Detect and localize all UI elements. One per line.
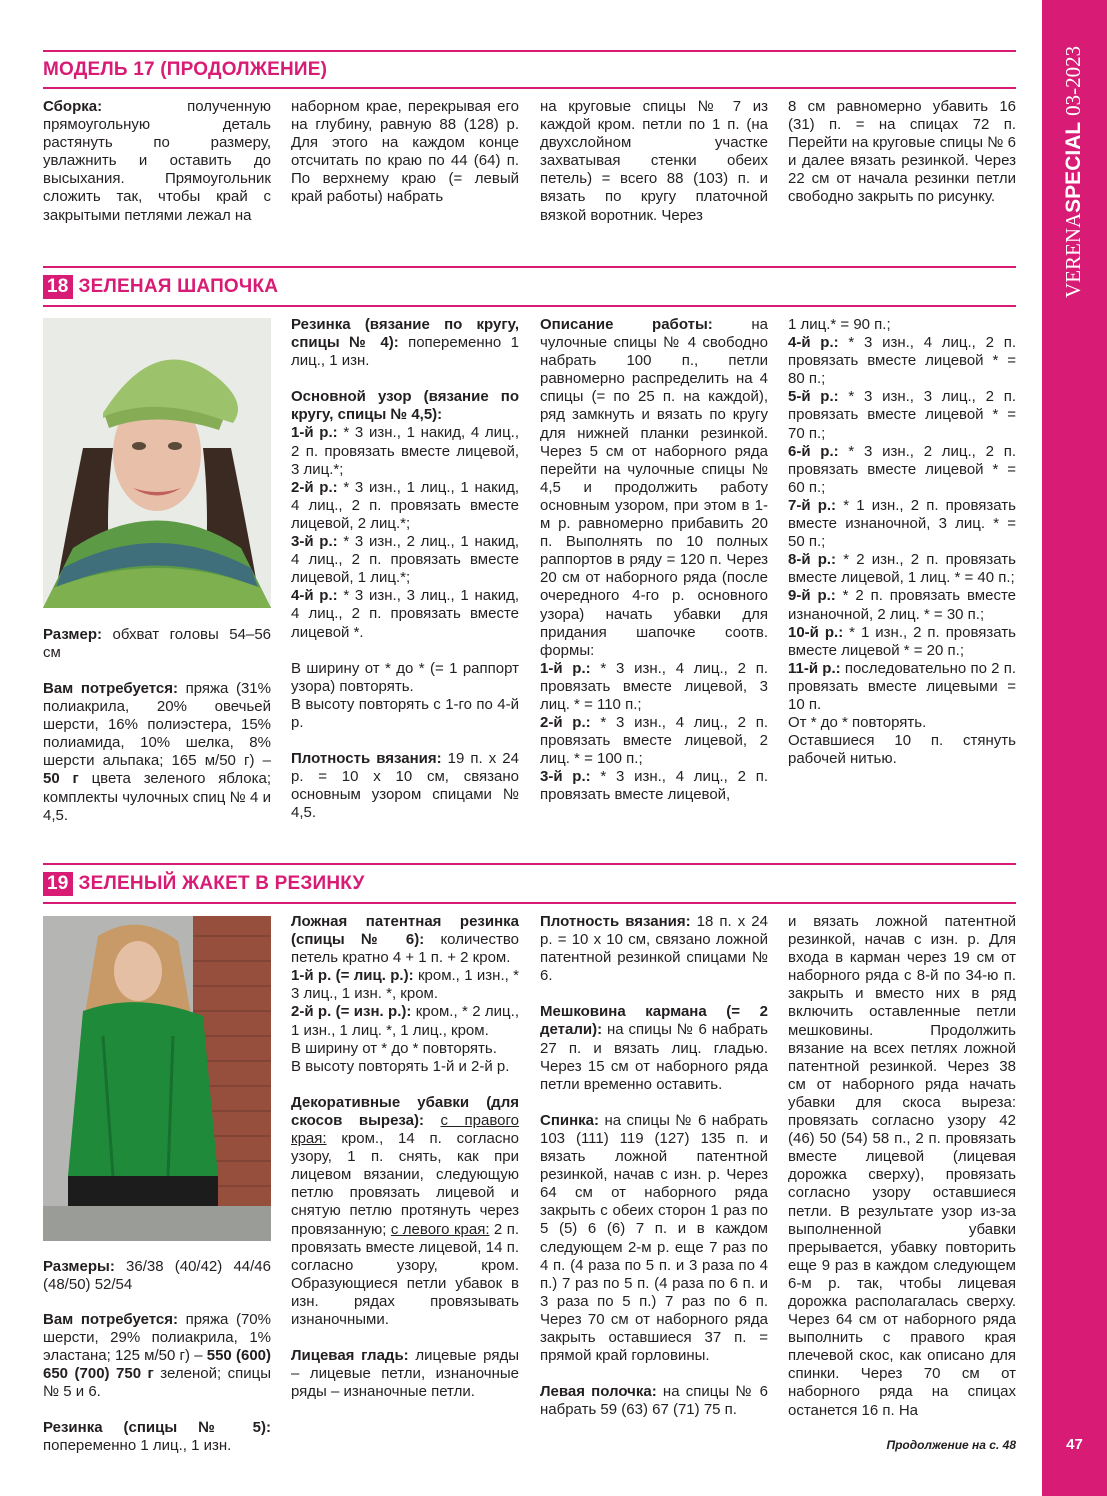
s18-gauge: Плотность вязания: 19 п. х 24 р. = 10 х 10 см, связано основным узором спицами № 4,5. <box>291 749 519 822</box>
s18-row: 1-й р.: * 3 изн., 4 лиц., 2 п. провязать вместе лицевой, 3 лиц. * = 110 п.; <box>540 659 768 713</box>
svg-text:VERENASPECIAL03-2023 <box>1061 46 1085 298</box>
section-rule <box>43 266 1016 268</box>
s19-sizes: Размеры: 36/38 (40/42) 44/46 (48/50) 52/54 <box>43 1258 271 1294</box>
s18-row: 11-й р.: последовательно по 2 п. провязать вместе лицевыми = 10 п. <box>788 659 1016 713</box>
section-rule <box>43 305 1016 307</box>
page-number: 47 <box>1066 1436 1083 1453</box>
s17-column-1: Сборка: полученную прямоугольную деталь растянуть по размеру, увлажнить и оставить до высыхания. Прямоугольник сложить так, чтобы край с закрытыми петлями лежал на <box>43 98 271 224</box>
s19-repeat-width: В ширину от * до * повторять. <box>291 1039 497 1057</box>
s19-repeat-height: В высоту повторять 1-й и 2-й р. <box>291 1057 510 1075</box>
s18-column-4 <box>788 316 1016 768</box>
brand-special: SPECIAL <box>1062 121 1085 213</box>
s18-row: 6-й р.: * 3 изн., 2 лиц., 2 п. провязать вместе лицевой * = 60 п.; <box>788 442 1016 496</box>
s19-left-front: Левая полочка: на спицы № 6 набрать 59 (63) 67 (71) 75 п. <box>540 1383 768 1419</box>
s18-row: 9-й р.: * 2 п. провязать вместе изнаночной, 2 лиц. * = 30 п.; <box>788 587 1016 623</box>
s18-row: 4-й р.: * 3 изн., 4 лиц., 2 п. провязать вместе лицевой * = 80 п.; <box>788 334 1016 388</box>
s18-repeat-height: В высоту повторять с 1-го по 4-й р. <box>291 695 519 731</box>
s19-stockinette: Лицевая гладь: лицевые ряды – лицевые петли, изнаночные ряды – изнаночные петли. <box>291 1347 520 1401</box>
s18-rib: Резинка (вязание по кругу, спицы № 4): попеременно 1 лиц., 1 изн. <box>291 316 519 370</box>
s18-size: Размер: обхват головы 54–56 см <box>43 626 271 662</box>
s18-row: 2-й р.: * 3 изн., 4 лиц., 2 п. провязать вместе лицевой, 2 лиц. * = 100 п.; <box>540 714 768 768</box>
brand-name: VERENA <box>1061 212 1085 298</box>
s19-column-2 <box>291 913 519 1401</box>
section-rule <box>43 50 1016 52</box>
s19-row: 2-й р. (= изн. р.): кром., * 2 лиц., 1 изн., 1 лиц. *, 1 лиц., кром. <box>291 1003 519 1039</box>
s18-materials: Вам потребуется: пряжа (31% полиакрила, 20% овечьей шерсти, 16% полиэстера, 15% полиамида, 10% шелка, 8% шерсти альпака; 165 м/50 г) – 50 г цвета зеленого яблока; комплекты чулочных спиц № 4 и 4,5. <box>43 680 271 824</box>
s18-row: 3-й р.: * 3 изн., 2 лиц., 1 накид, 4 лиц., 2 п. провязать вместе лицевой, 1 лиц.*; <box>291 533 519 587</box>
s19-materials: Вам потребуется: пряжа (70% шерсти, 29% полиакрила, 1% эластана; 125 м/50 г) – 550 (600) 650 (700) 750 г зеленой; спицы № 5 и 6. <box>43 1311 271 1401</box>
section-rule <box>43 863 1016 865</box>
s19-patent-rib: Ложная патентная резинка (спицы № 6): количество петель кратно 4 + 1 п. + 2 кром. <box>291 913 519 967</box>
section-rule <box>43 87 1016 89</box>
magazine-brand <box>1052 40 1092 300</box>
s19-rib: Резинка (спицы № 5): попеременно 1 лиц., 1 изн. <box>43 1419 271 1455</box>
section-rule <box>43 902 1016 904</box>
s19-row: 1-й р. (= лиц. р.): кром., 1 изн., * 3 лиц., 1 изн. *, кром. <box>291 967 519 1003</box>
s18-repeat-width: В ширину от * до * (= 1 раппорт узора) повторять. <box>291 659 519 695</box>
s18-row: 1 лиц.* = 90 п.; <box>788 316 891 333</box>
section-19-title: 19 ЗЕЛЕНЫЙ ЖАКЕТ В РЕЗИНКУ <box>43 872 365 896</box>
green-cardigan-photo <box>43 916 271 1241</box>
issue-number: 03-2023 <box>1061 45 1085 116</box>
s18-row: 10-й р.: * 1 изн., 2 п. провязать вместе лицевой * = 20 п.; <box>788 623 1016 659</box>
s18-row: 8-й р.: * 2 изн., 2 п. провязать вместе лицевой, 1 лиц. * = 40 п.; <box>788 551 1016 587</box>
s18-row: 7-й р.: * 1 изн., 2 п. провязать вместе изнаночной, 3 лиц. * = 50 п.; <box>788 496 1016 551</box>
section-18-title: 18 ЗЕЛЕНАЯ ШАПОЧКА <box>43 275 278 299</box>
s18-row: 4-й р.: * 3 изн., 3 лиц., 1 накид, 4 лиц., 2 п. провязать вместе лицевой *. <box>291 587 519 641</box>
s18-finish: Оставшиеся 10 п. стянуть рабочей нитью. <box>788 732 1016 768</box>
s19-pocket: Мешковина кармана (= 2 детали): на спицы № 6 набрать 27 п. и вязать лиц. гладью. Через 15 см от наборного ряда петли временно оставить. <box>540 1003 768 1093</box>
s17-column-3: на круговые спицы № 7 из каждой кром. петли по 1 п. (на двухслойном участке захватывая стенки обеих петель) = всего 88 (103) п. и вязать по кругу платочной вязкой воротник. Через <box>540 98 768 224</box>
section-17-title: МОДЕЛЬ 17 (ПРОДОЛЖЕНИЕ) <box>43 59 328 80</box>
s17-column-4: 8 см равномерно убавить 16 (31) п. = на спицах 72 п. Перейти на круговые спицы № 6 и далее вязать резинкой. Через 22 см от начала резинки петли свободно закрыть по рисунку. <box>788 98 1016 206</box>
s19-column-4: и вязать ложной патентной резинкой, начав с изн. р. Для входа в карман через 19 см от наборного ряда с 8-й по 34-ю п. закрыть и вместо них в ряд включить оставленные петли мешковины. Продолжить вязание на всех петлях ложной патентной резинкой. Через 38 см от наборного ряда начать убавки для скоса выреза: провязать согласно узору 42 (46) 50 (54) 58 п., 2 п. провязать вместе лицевой (лицевая дорожка сверху), провязать согласно узору оставшиеся петли. В результате узор из-за выполненной убавки прерывается, убавку повторить еще 9 раз в каждом следующем 6-м р. так, чтобы лицевая дорожка располагалась сверху. Через 64 см от наборного ряда выполнить с правого края плечевой скос, как описано для спинки. Через 70 см от наборного ряда на спицах останется 16 п. На <box>788 913 1016 1419</box>
s19-column-3 <box>540 913 768 1419</box>
s19-decorative-decreases: Декоративные убавки (для скосов выреза): с правого края: кром., 14 п. согласно узору, 1 п. снять, как при лицевом вязании, следующую петлю провязать лицевой и снятую петлю протянуть через провязанную; с левого края: 2 п. провязать вместе лицевой, 14 п. согласно узору, кром. Образующиеся петли убавок в изн. рядах провязывать изнаночными. <box>291 1093 519 1328</box>
s18-row: 3-й р.: * 3 изн., 4 лиц., 2 п. провязать вместе лицевой, <box>540 768 768 804</box>
s18-row: 5-й р.: * 3 изн., 3 лиц., 2 п. провязать вместе лицевой * = 70 п.; <box>788 388 1016 442</box>
s18-row: 2-й р.: * 3 изн., 1 лиц., 1 накид, 4 лиц., 2 п. провязать вместе лицевой, 2 лиц.*; <box>291 478 519 532</box>
s18-description: Описание работы: на чулочные спицы № 4 свободно набрать 100 п., петли равномерно распределить на 4 спицы (= по 25 п. на каждой), ряд замкнуть и вязать по кругу для нижней планки резинкой. Через 5 см от наборного ряда перейти на чулочные спицы № 4,5 и продолжить работу основным узором, при этом в 1-м р. равномерно прибавить 20 п. Выполнять по 10 полных раппортов в ряду = 120 п. Через 20 см от наборного ряда (после очередного 4-го р. основного узора) начать убавки для придания шапочке соотв. формы: <box>540 316 768 659</box>
s18-pattern-heading: Основной узор (вязание по кругу, спицы № 4,5): <box>291 388 519 424</box>
green-hat-photo <box>43 318 271 608</box>
s18-repeat: От * до * повторять. <box>788 714 927 732</box>
s18-row: 1-й р.: * 3 изн., 1 накид, 4 лиц., 2 п. провязать вместе лицевой, 3 лиц.*; <box>291 424 519 478</box>
continued-note: Продолжение на с. 48 <box>886 1438 1016 1452</box>
s17-column-2: наборном крае, перекрывая его на глубину, равную 88 (128) р. Для этого на каждом конце отсчитать по краю по 44 (64) п. По верхнему краю (= левый край работы) набрать <box>291 98 519 206</box>
s18-column-3 <box>540 316 768 805</box>
s19-gauge: Плотность вязания: 18 п. х 24 р. = 10 х 10 см, связано ложной патентной резинкой спицами № 6. <box>540 913 768 985</box>
s18-column-2 <box>291 316 519 822</box>
s19-back: Спинка: на спицы № 6 набрать 103 (111) 119 (127) 135 п. и вязать ложной патентной резинкой, начав с изн. р. Через 64 см от наборного ряда закрыть с обеих сторон 1 раз по 5 (5) 6 (6) 7 п. и в каждом следующем 2-м р. еще 7 раз по 4 п. (4 раза по 5 п. и 3 раза по 4 п.) 7 раз по 5 п. (4 раза по 6 п. и 3 раза по 5 п.) 7 раз по 6 п. Через 70 см от наборного ряда закрыть оставшиеся 37 п. = прямой край горловины. <box>540 1111 768 1365</box>
